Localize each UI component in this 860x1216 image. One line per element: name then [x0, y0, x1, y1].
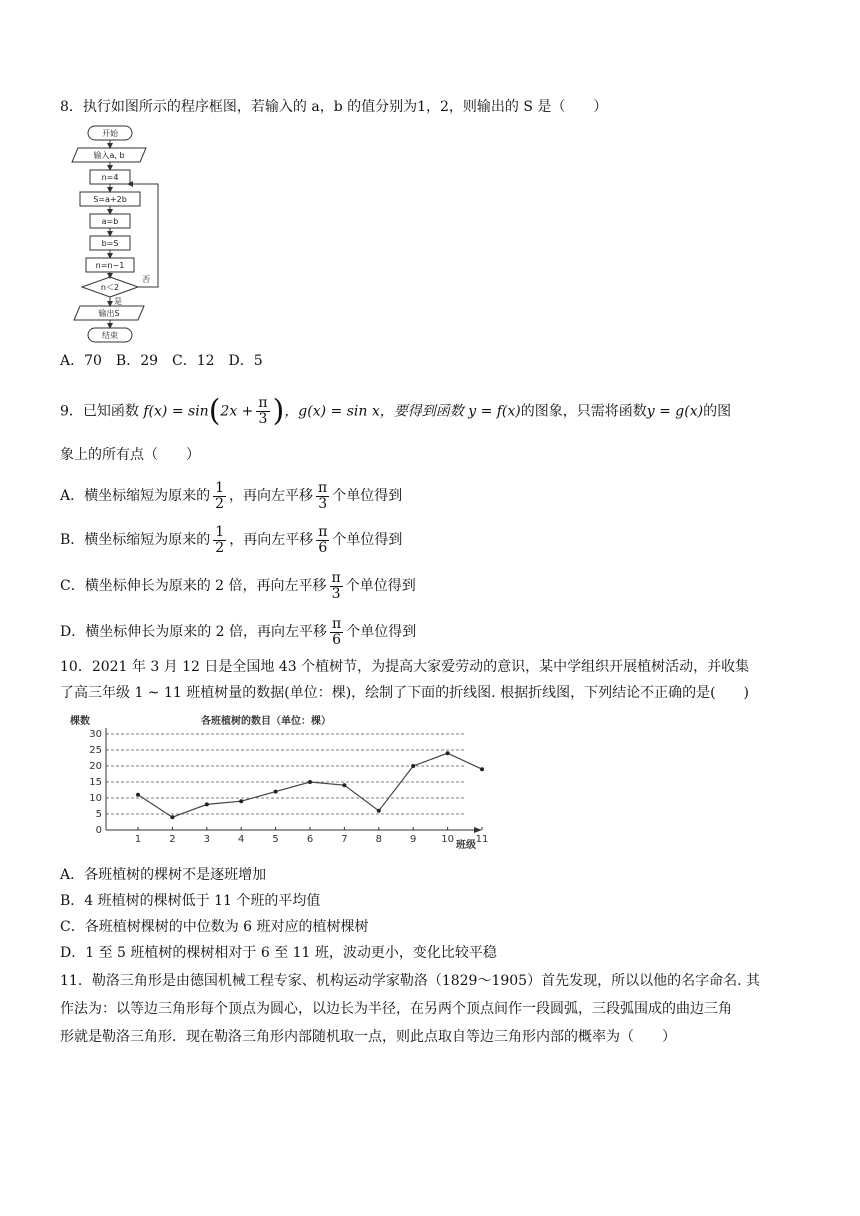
data-point: [480, 767, 484, 771]
x-tick-label: 5: [272, 834, 279, 845]
x-tick-label: 3: [203, 834, 210, 845]
chart-ylabel: 棵数: [70, 716, 90, 727]
svg-text:是: 是: [114, 297, 122, 306]
q9-y-f: y = f(x): [468, 403, 521, 420]
data-point: [446, 751, 450, 755]
x-tick-label: 10: [441, 834, 454, 845]
svg-text:n＜2: n＜2: [100, 283, 120, 292]
svg-text:结束: 结束: [102, 331, 118, 340]
svg-text:输入a, b: 输入a, b: [93, 151, 125, 160]
q10-option-d: D．1 至 5 班植树的棵树相对于 6 至 11 班，波动更小，变化比较平稳: [60, 945, 497, 961]
q9-option-a: A．横坐标缩短为原来的 $\frac{1}{2}$ ，再向左平移 $\frac{\pi}{3}$ 个单位得到: [60, 479, 403, 512]
chart-xlabel: 班级: [456, 840, 476, 851]
q10-line-chart: [66, 712, 489, 854]
x-axis-arrow: [474, 827, 482, 833]
q10-option-a: A．各班植树的棵树不是逐班增加: [60, 867, 267, 883]
q9-option-b: B．横坐标缩短为原来的 $\frac{1}{2}$ ，再向左平移 $\frac{\pi}{6}$ 个单位得到: [60, 523, 403, 556]
svg-text:否: 否: [142, 275, 150, 284]
svg-text:n=4: n=4: [101, 173, 119, 182]
x-tick-label: 4: [238, 834, 245, 845]
data-point: [342, 783, 346, 787]
q10-option-c: C．各班植树棵树的中位数为 6 班对应的植树棵树: [60, 919, 369, 935]
q10-option-b: B．4 班植树的棵树低于 11 个班的平均值: [60, 893, 321, 909]
y-tick-label: 15: [89, 777, 102, 788]
svg-text:S=a+2b: S=a+2b: [93, 195, 127, 204]
svg-text:n=n−1: n=n−1: [95, 261, 125, 270]
x-tick-label: 2: [169, 834, 176, 845]
q8-stem: 8．执行如图所示的程序框图，若输入的 a，b 的值分别为1，2，则输出的 S 是（ ）: [60, 99, 608, 115]
q8-flowchart: [66, 124, 176, 346]
svg-text:输出S: 输出S: [98, 309, 120, 318]
data-point: [205, 802, 209, 806]
q9-stem: 9．已知函数 f(x) = sin(2x + $\frac{\pi}{3}$ )，g(x) = sin x，要得到函数 y = f(x)的图象，只需将函数y = g(x)的图: [60, 393, 732, 429]
data-point: [136, 793, 140, 797]
q9-f-def: f(x) = sin: [143, 403, 209, 420]
y-tick-label: 5: [95, 809, 102, 820]
data-point: [411, 764, 415, 768]
chart-title: 各班植树的数目（单位：棵）: [201, 716, 331, 727]
y-tick-label: 0: [95, 825, 102, 836]
data-point: [274, 790, 278, 794]
q9-option-c: C．横坐标伸长为原来的 2 倍，再向左平移 $\frac{\pi}{3}$ 个单位得到: [60, 569, 416, 602]
q9-option-d: D．横坐标伸长为原来的 2 倍，再向左平移 $\frac{\pi}{6}$ 个单位得到: [60, 615, 417, 648]
q11-line2: 作法为：以等边三角形每个顶点为圆心，以边长为半径，在另两个顶点间作一段圆弧，三段弧围成的曲边三角: [60, 1001, 732, 1017]
data-point: [308, 780, 312, 784]
x-tick-label: 8: [375, 834, 382, 845]
data-point: [170, 815, 174, 819]
q10-line2: 了高三年级 1 ~ 11 班植树量的数据(单位：棵)，绘制了下面的折线图. 根据折线图，下列结论不正确的是( ): [60, 685, 749, 701]
q9-y-g: y = g(x): [646, 403, 704, 420]
series-line: [138, 753, 482, 817]
x-tick-label: 6: [306, 834, 314, 845]
y-tick-label: 10: [89, 793, 102, 804]
svg-text:a=b: a=b: [101, 217, 119, 226]
q9-prefix: 9．已知函数: [60, 403, 139, 420]
y-tick-label: 30: [89, 729, 102, 740]
q11-line3: 形就是勒洛三角形．现在勒洛三角形内部随机取一点，则此点取自等边三角形内部的概率为（ ）: [60, 1029, 676, 1045]
q9-f-inner: 2x +: [220, 403, 254, 420]
q9-mid: 的图象，只需将函数: [520, 403, 647, 420]
q9-g-def: ，g(x) = sin x，要得到函数: [284, 403, 464, 420]
x-tick-label: 7: [341, 834, 348, 845]
y-tick-label: 20: [89, 761, 102, 772]
q9-line2: 象上的所有点（ ）: [60, 447, 200, 463]
data-point: [377, 809, 381, 813]
q11-line1: 11．勒洛三角形是由德国机械工程专家、机构运动学家勒洛（1829～1905）首先发现，所以以他的名字命名. 其: [60, 973, 760, 989]
y-tick-label: 25: [89, 745, 102, 756]
svg-text:b=S: b=S: [101, 239, 119, 248]
svg-text:开始: 开始: [102, 129, 118, 138]
x-tick-label: 1: [134, 834, 142, 845]
x-tick-label: 11: [475, 834, 489, 845]
x-tick-label: 9: [410, 834, 417, 845]
q8-options: A．70 B．29 C．12 D．5: [60, 353, 263, 369]
q10-line1: 10．2021 年 3 月 12 日是全国地 43 个植树节，为提高大家爱劳动的意识，某中学组织开展植树活动，并收集: [60, 659, 750, 675]
data-point: [239, 799, 243, 803]
q9-tail: 的图: [703, 403, 732, 420]
